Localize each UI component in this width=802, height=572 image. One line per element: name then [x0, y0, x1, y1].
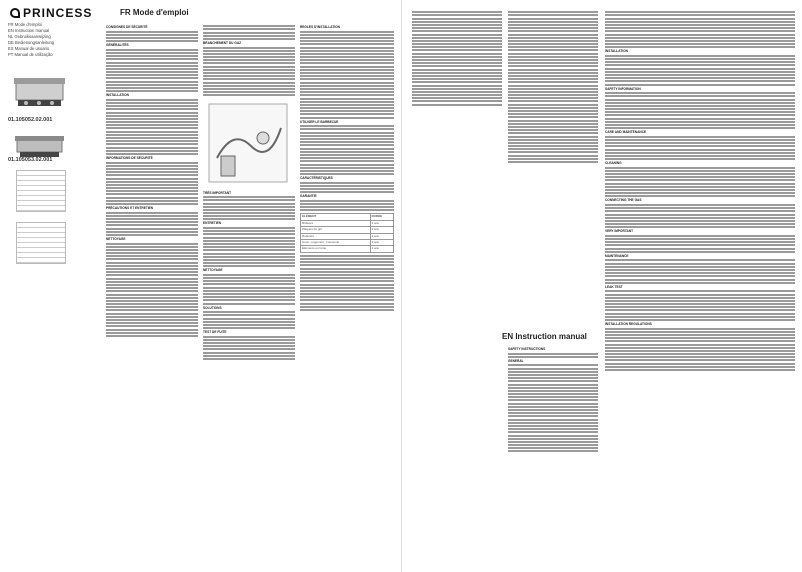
- product-code: 01.105053.02.001: [8, 157, 53, 163]
- section-heading: SOLUTIONS: [203, 305, 222, 310]
- language-item: ES Manual de usuario: [8, 46, 50, 51]
- section-heading: VERY IMPORTANT: [605, 229, 634, 234]
- language-item: FR Mode d'emploi: [8, 22, 42, 27]
- section-heading: REGLES D'INSTALLATION: [300, 25, 340, 29]
- table-cell: Plaques de gril: [301, 227, 371, 233]
- section-heading: UTILISER LE BARBECUE: [300, 119, 339, 124]
- section-heading: NETTOYAGE: [106, 236, 126, 241]
- table-cell: Cuve, Logement, Couvercle: [301, 240, 371, 246]
- page-title: EN Instruction manual: [502, 332, 587, 341]
- section-heading: CARE AND MAINTENANCE: [605, 130, 647, 135]
- text-column-2: [508, 10, 598, 335]
- french-manual-page: [0, 0, 400, 572]
- section-heading: CONSIGNES DE SÉCURITÉ: [106, 25, 148, 29]
- text-column-1: [412, 10, 502, 550]
- section-heading: INSTALLATION: [106, 93, 129, 98]
- princess-crown-icon: [10, 8, 20, 18]
- section-heading: TRÈS IMPORTANT: [203, 190, 232, 195]
- gas-connection-illustration: [203, 98, 293, 188]
- table-cell: 2 ans: [370, 246, 393, 252]
- language-item: EN Instruction manual: [8, 28, 50, 33]
- spec-table: [16, 170, 66, 212]
- table-cell: 2 ans: [370, 240, 393, 246]
- text-column-1: [106, 24, 198, 564]
- section-heading: CARACTÉRISTIQUES: [300, 176, 333, 181]
- brand-logo: [10, 6, 92, 20]
- section-heading: GARANTIE: [300, 194, 317, 199]
- section-heading: MAINTENANCE: [605, 253, 629, 258]
- section-heading: BRANCHEMENT DU GAZ: [203, 40, 242, 45]
- section-heading: INSTALLATION: [605, 49, 628, 54]
- table-header-cell: ÉLÉMENT: [301, 214, 371, 220]
- section-heading: INFORMATIONS DE SÉCURITÉ: [106, 155, 153, 160]
- section-heading: GENERAL: [508, 358, 524, 363]
- language-item: PT Manual de utilização: [8, 52, 53, 57]
- table-cell: Brûleurs: [301, 220, 371, 226]
- text-column-2: [203, 24, 295, 564]
- language-list: [8, 22, 64, 58]
- language-item: DE Bedienungsanleitung: [8, 40, 55, 45]
- text-column-3: [508, 346, 598, 566]
- product-image-grill: [12, 68, 67, 113]
- section-heading: SAFETY INSTRUCTIONS: [508, 347, 546, 351]
- gas-connection-diagram: [203, 98, 295, 190]
- warranty-table: [300, 213, 394, 252]
- table-cell: Robinets: [301, 233, 371, 239]
- product-code: 01.105052.02.001: [8, 117, 53, 123]
- text-column-4: [605, 10, 795, 570]
- english-manual-page: [401, 0, 802, 572]
- section-heading: SAFETY INFORMATION: [605, 86, 641, 91]
- section-heading: INSTALLATION REGULATIONS: [605, 322, 652, 326]
- table-cell: 2 ans: [370, 220, 393, 226]
- table-header-cell: DURÉE: [370, 214, 393, 220]
- spec-table: [16, 222, 66, 264]
- section-heading: PRÉCAUTIONS ET ENTRETIEN: [106, 206, 154, 210]
- page-title: FR Mode d'emploi: [120, 8, 189, 17]
- table-row: [301, 246, 394, 252]
- language-item: NL Gebruiksaanwijzing: [8, 34, 51, 39]
- section-heading: GÉNÉRALITÉS: [106, 43, 129, 48]
- brand-name: PRINCESS: [23, 6, 93, 20]
- section-heading: CONNECTING THE GAS: [605, 198, 642, 203]
- page-header: [10, 6, 390, 22]
- table-cell: 2 ans: [370, 233, 393, 239]
- text-column-3: [300, 24, 394, 564]
- section-heading: CLEANING: [605, 161, 622, 166]
- section-heading: TEST DE FUITE: [203, 330, 227, 335]
- section-heading: LEAK TEST: [605, 284, 623, 289]
- section-heading: ENTRETIEN: [203, 221, 222, 226]
- section-heading: NETTOYAGE: [203, 268, 223, 273]
- table-cell: 2 ans: [370, 227, 393, 233]
- table-cell: Éléments en fonte: [301, 246, 371, 252]
